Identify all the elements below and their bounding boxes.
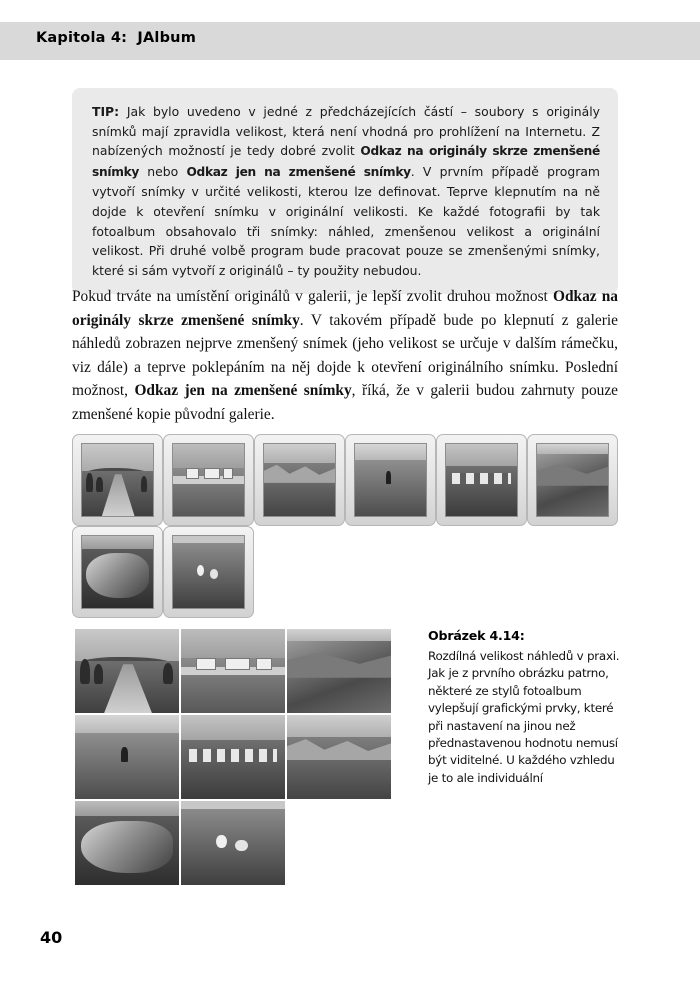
body-bold-option-1: Odkaz na originály skrze zmenšené snímky [72, 288, 618, 329]
photo-mosaic [74, 628, 392, 886]
mosaic-image-field[interactable] [180, 628, 286, 714]
thumbnail-frame[interactable] [163, 434, 254, 526]
mosaic-row-3 [74, 800, 392, 886]
body-text-3: , říká, že v galerii budou zahrnuty pouze zmenšené kopie původní galerie. [72, 382, 618, 423]
mosaic-image-slope[interactable] [286, 628, 392, 714]
mosaic-image-village[interactable] [180, 714, 286, 800]
thumbnail-image-rock [81, 535, 154, 609]
framed-thumbnail-row-1 [72, 434, 618, 526]
chapter-title: JAlbum [137, 30, 197, 46]
tip-text-3: . V prvním případě program vytvoří snímky v určité velikosti, kterou lze definovat. Teprve klepnutím na ně dojde k otevření snímku v originální velikosti. Ke každé fotografii by tak fotoalbum obsahovalo tři snímky: náhled, zmenšenou velikost a originální velikost. Při druhé volbě program bude pracovat pouze se zmenšenými snímky, které si sám vytvoří z originálů – ty použity nebudou. [92, 163, 600, 278]
framed-thumbnail-grid [72, 434, 618, 618]
thumbnail-frame[interactable] [72, 526, 163, 618]
thumbnail-frame[interactable] [72, 434, 163, 526]
thumbnail-frame[interactable] [436, 434, 527, 526]
page-header-title [36, 30, 196, 46]
tip-bold-option-1: Odkaz na originály skrze zmenšené snímky [92, 144, 600, 179]
mosaic-image-quarry[interactable] [286, 714, 392, 800]
thumbnail-frame[interactable] [254, 434, 345, 526]
tip-paragraph [92, 102, 600, 280]
page-number: 40 [40, 928, 63, 947]
tip-label: TIP: [92, 104, 120, 119]
body-text-2: . V takovém případě bude po klepnutí z galerie náhledů zobrazen nejprve zmenšený snímek (jeho velikost se určuje v dalším rámečku, viz dále) a teprve poklepáním na něj dojde k otevření originálního snímku. Poslední možnost, [72, 311, 618, 400]
figure-caption [428, 628, 620, 787]
framed-thumbnail-row-2 [72, 526, 618, 618]
mosaic-image-person[interactable] [74, 714, 180, 800]
thumbnail-image-person [354, 443, 427, 517]
thumbnail-image-people [172, 535, 245, 609]
mosaic-image-road[interactable] [74, 628, 180, 714]
thumbnail-image-field [172, 443, 245, 517]
figure-caption-title: Obrázek 4.14: [428, 628, 525, 643]
tip-text-2: nebo [139, 163, 187, 179]
figure-caption-body: Rozdílná velikost náhledů v praxi. Jak je z prvního obrázku patrno, některé ze stylů fotoalbum vylepšují grafickými prvky, které při nastavení na jinou než přednastavenou hodnotu nemusí být viditelné. U každého vzhledu je to ale individuální [428, 649, 620, 785]
mosaic-image-people[interactable] [180, 800, 286, 886]
thumbnail-frame[interactable] [527, 434, 618, 526]
thumbnail-image-village [445, 443, 518, 517]
thumbnail-frame[interactable] [163, 526, 254, 618]
tip-bold-option-2: Odkaz jen na zmenšené snímky [186, 164, 411, 179]
thumbnail-image-slope [536, 443, 609, 517]
body-bold-option-2: Odkaz jen na zmenšené snímky [134, 382, 352, 400]
thumbnail-image-road [81, 443, 154, 517]
thumbnail-frame[interactable] [345, 434, 436, 526]
tip-text-1: Jak bylo uvedeno v jedné z předcházejících částí – soubory s originály snímků mají zpravidla velikost, která není vhodná pro prohlížení na Internetu. Z nabízených možností je tedy dobré zvolit [92, 104, 600, 159]
thumbnail-image-quarry [263, 443, 336, 517]
mosaic-row-2 [74, 714, 392, 800]
body-text-1: Pokud trváte na umístění originálů v galerii, je lepší zvolit druhou možnost [72, 288, 553, 305]
mosaic-image-rock[interactable] [74, 800, 180, 886]
chapter-label: Kapitola 4: [36, 30, 128, 46]
body-paragraph [72, 285, 618, 427]
mosaic-row-1 [74, 628, 392, 714]
tip-callout-box [72, 88, 618, 294]
